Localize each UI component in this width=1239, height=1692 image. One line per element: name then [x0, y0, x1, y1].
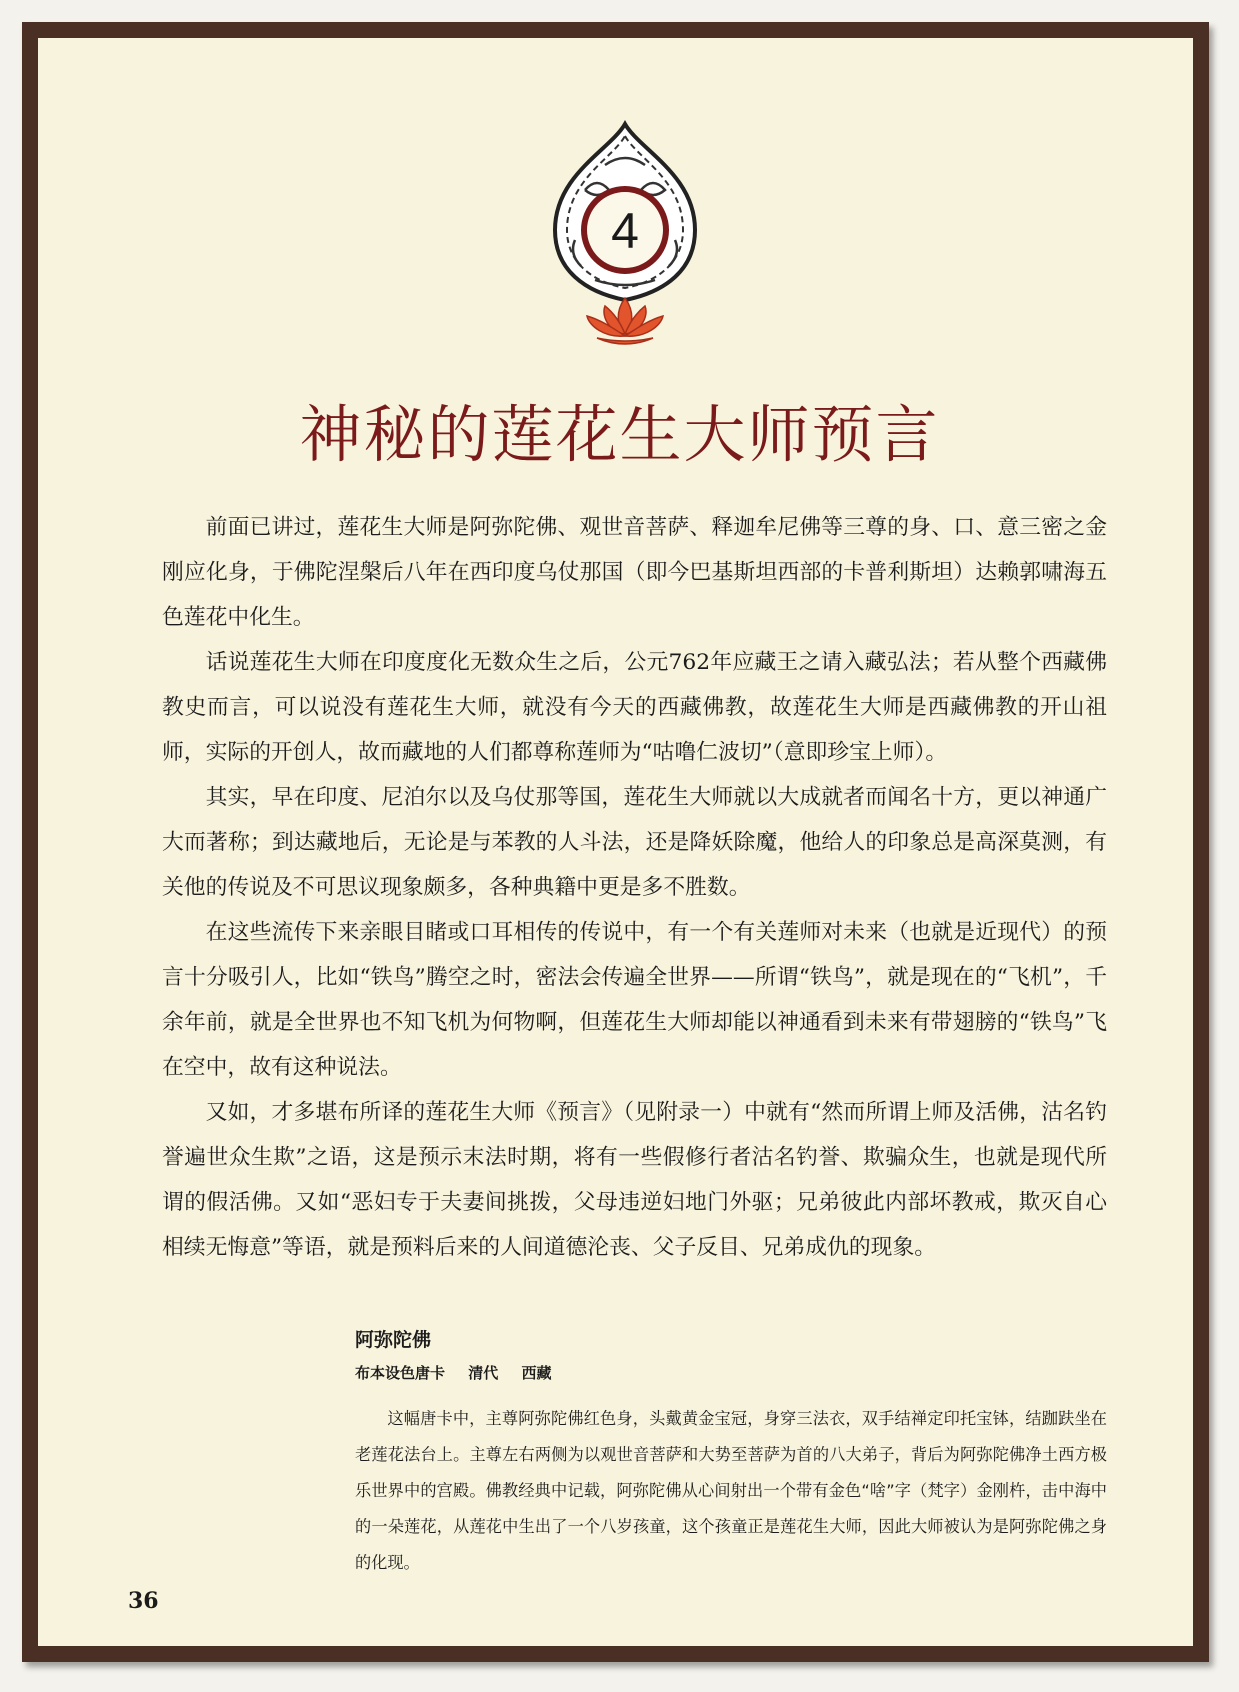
- caption-text: 这幅唐卡中，主尊阿弥陀佛红色身，头戴黄金宝冠，身穿三法衣，双手结禅定印托宝钵，结跏趺坐在老莲花法台上。主尊左右两侧为以观世音菩萨和大势至菩萨为首的八大弟子，背后为阿弥陀佛净土西方极乐世界中的宫殿。佛教经典中记载，阿弥陀佛从心间射出一个带有金色“啥”字（梵字）金刚杵，击中海中的一朵莲花，从莲花中生出了一个八岁孩童，这个孩童正是莲花生大师，因此大师被认为是阿弥陀佛之身的化现。: [355, 1409, 1107, 1572]
- caption-region: 西藏: [521, 1364, 552, 1382]
- paragraph: 在这些流传下来亲眼目睹或口耳相传的传说中，有一个有关莲师对未来（也就是近现代）的预言十分吸引人，比如“铁鸟”腾空之时，密法会传遍全世界——所谓“铁鸟”，就是现在的“飞机”，千余年前，就是全世界也不知飞机为何物啊，但莲花生大师却能以神通看到未来有带翅膀的“铁鸟”飞在空中，故有这种说法。: [162, 920, 1107, 1080]
- caption-title: 阿弥陀佛: [355, 1329, 432, 1351]
- chapter-emblem: [545, 120, 705, 360]
- caption-period: 清代: [468, 1364, 499, 1382]
- paragraph: 话说莲花生大师在印度度化无数众生之后，公元762年应藏王之请入藏弘法；若从整个西藏佛教史而言，可以说没有莲花生大师，就没有今天的西藏佛教，故莲花生大师是西藏佛教的开山祖师，实际的开创人，故而藏地的人们都尊称莲师为“咕噜仁波切”（意即珍宝上师）。: [162, 650, 1107, 765]
- chapter-number: 4: [611, 203, 639, 259]
- lotus-icon: [587, 298, 663, 344]
- caption-subtitle: [355, 1362, 1107, 1383]
- article-body: [162, 505, 1107, 1270]
- paragraph: 又如，才多堪布所译的莲花生大师《预言》（见附录一）中就有“然而所谓上师及活佛，沽名钓誉遍世众生欺”之语，这是预示末法时期，将有一些假修行者沽名钓誉、欺骗众生，也就是现代所谓的假活佛。又如“恶妇专于夫妻间挑拨，父母违逆妇地门外驱；兄弟彼此内部坏教戒，欺灭自心相续无悔意”等语，就是预料后来的人间道德沦丧、父子反目、兄弟成仇的现象。: [162, 1100, 1107, 1260]
- chapter-title: 神秘的莲花生大师预言: [299, 398, 940, 471]
- image-caption: [355, 1325, 1107, 1581]
- paragraph: 其实，早在印度、尼泊尔以及乌仗那等国，莲花生大师就以大成就者而闻名十方，更以神通广大而著称；到达藏地后，无论是与苯教的人斗法，还是降妖除魔，他给人的印象总是高深莫测，有关他的传说及不可思议现象颇多，各种典籍中更是多不胜数。: [162, 785, 1107, 900]
- caption-medium: 布本设色唐卡: [355, 1364, 446, 1382]
- page-number: 36: [128, 1588, 159, 1614]
- paragraph: 前面已讲过，莲花生大师是阿弥陀佛、观世音菩萨、释迦牟尼佛等三尊的身、口、意三密之金刚应化身，于佛陀涅槃后八年在西印度乌仗那国（即今巴基斯坦西部的卡普利斯坦）达赖郭啸海五色莲花中化生。: [162, 515, 1107, 630]
